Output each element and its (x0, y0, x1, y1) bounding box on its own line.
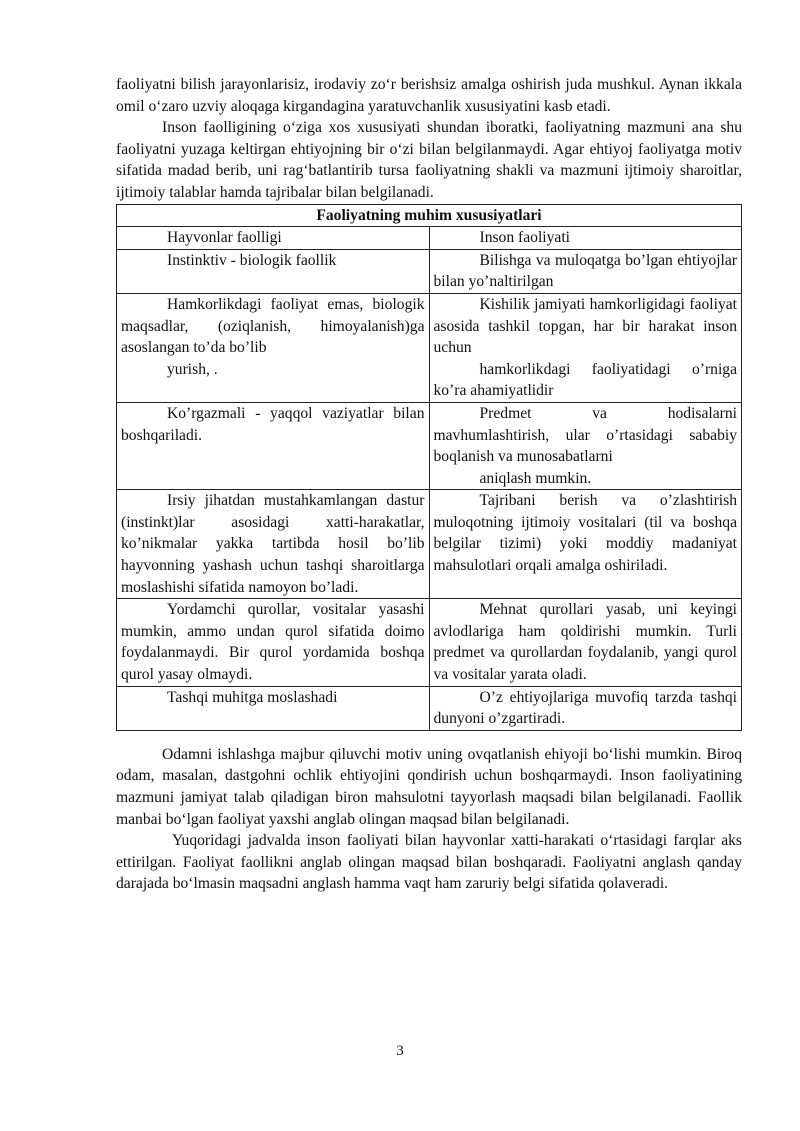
table-row (117, 599, 742, 686)
comparison-table (116, 204, 742, 731)
table-row (117, 402, 742, 489)
table-row (117, 490, 742, 599)
cell-human-trait: Tajribani berish va o’zlashtirish muloqotning ijtimoiy vositalari (til va boshqa belgilar tizimi) yoki moddiy madaniyat mahsulotlari orqali amalga oshiriladi. (429, 490, 742, 599)
table-title: Faoliyatning muhim xususiyatlari (117, 204, 742, 227)
column-header-human: Inson faoliyati (429, 227, 742, 250)
paragraph-inson-faolligi: Inson faolligining o‘ziga xos xususiyati shundan iboratki, faoliyatning mazmuni ana shu faoliyatni yuzaga keltirgan ehtiyojning bir o‘zi bilan belgilanmaydi. Agar ehtiyoj faoliyatga motiv sifatida madad berib, uni rag‘batlantirib tursa faoliyatning shakli va mazmuni ijtimoiy sharoitlar, ijtimoiy talablar hamda tajribalar bilan belgilanadi. (116, 119, 742, 201)
page-number: 3 (396, 1043, 404, 1059)
cell-human-trait: Bilishga va muloqatga bo’lgan ehtiyojlar bilan yo’naltirilgan (429, 249, 742, 293)
paragraph-intro: faoliyatni bilish jarayonlarisiz, irodaviy zo‘r berishsiz amalga oshirish juda mushkul. Aynan ikkala omil o‘zaro uzviy aloqaga kirgandagina yaratuvchanlik xususiyatini kasb etadi. (116, 76, 742, 115)
cell-human-trait: Predmet va hodisalarni mavhumlashtirish, ular o’rtasidagi sababiy boqlanish va munosabatlarni aniqlash mumkin. (429, 402, 742, 489)
cell-animal-trait: Tashqi muhitga moslashadi (117, 686, 430, 730)
column-header-animals: Hayvonlar faolligi (117, 227, 430, 250)
table-row (117, 686, 742, 730)
table-row (117, 249, 742, 293)
cell-animal-trait: Hamkorlikdagi faoliyat emas, biologik maqsadlar, (oziqlanish, himoyalanish)ga asoslangan to’da bo’lib yurish, . (117, 293, 430, 402)
cell-animal-trait: Instinktiv - biologik faollik (117, 249, 430, 293)
cell-animal-trait: Yordamchi qurollar, vositalar yasashi mumkin, ammo undan qurol sifatida doimo foydalanmaydi. Bir qurol yordamida boshqa qurol yasay olmaydi. (117, 599, 430, 686)
paragraph-jadval: Yuqoridagi jadvalda inson faoliyati bilan hayvonlar xatti-harakati o‘rtasidagi farqlar aks ettirilgan. Faoliyat faollikni anglab olingan maqsad bilan boshqaradi. Faoliyatni anglash qanday darajada bo‘lmasin maqsadni anglash hamma vaqt ham zaruriy belgi sifatida qolaveradi. (116, 832, 742, 893)
table-header-row (117, 227, 742, 250)
cell-animal-trait: Ko’rgazmali - yaqqol vaziyatlar bilan boshqariladi. (117, 402, 430, 489)
table-row (117, 293, 742, 402)
cell-animal-trait: Irsiy jihatdan mustahkamlangan dastur (instinkt)lar asosidagi xatti-harakatlar, ko’nikmalar yakka tartibda hosil bo’lib hayvonning yashash uchun tashqi sharoitlarga moslashishi sifatida namoyon bo’ladi. (117, 490, 430, 599)
document-page (116, 74, 742, 895)
table-title-row (117, 204, 742, 227)
cell-human-trait: Kishilik jamiyati hamkorligidagi faoliyat asosida tashkil topgan, har bir harakat inson uchun hamkorlikdagi faoliyatidagi o’rniga ko’ra ahamiyatlidir (429, 293, 742, 402)
cell-human-trait: O’z ehtiyojlariga muvofiq tarzda tashqi dunyoni o’zgartiradi. (429, 686, 742, 730)
cell-human-trait: Mehnat qurollari yasab, uni keyingi avlodlariga ham qoldirishi mumkin. Turli predmet va qurollardan foydalanib, yangi qurol va vositalar yarata oladi. (429, 599, 742, 686)
paragraph-motiv: Odamni ishlashga majbur qiluvchi motiv uning ovqatlanish ehiyoji bo‘lishi mumkin. Biroq odam, masalan, dastgohni ochlik ehtiyojini qondirish uchun boshqarmaydi. Inson faoliyatining mazmuni jamiyat talab qiladigan biron mahsulotni tayyorlash maqsadi bilan belgilanadi. Faollik manbai bo‘lgan faoliyat yaxshi anglab olingan maqsad bilan belgilanadi. (116, 745, 742, 828)
